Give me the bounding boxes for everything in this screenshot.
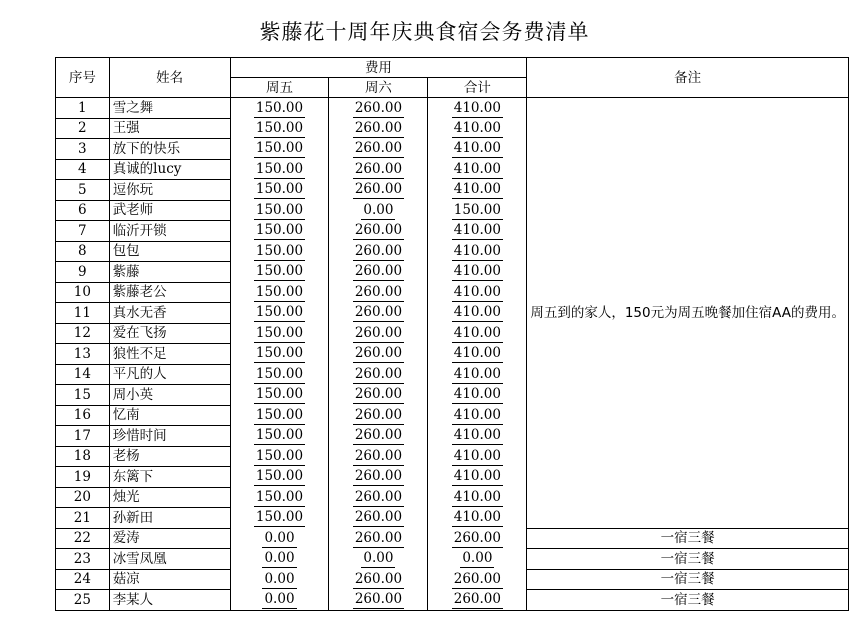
row-total-fee-value: 410.00 bbox=[453, 447, 501, 464]
row-sat-fee-value: 260.00 bbox=[354, 222, 403, 239]
row-name: 包包 bbox=[109, 241, 230, 262]
row-note: 一宿三餐 bbox=[527, 590, 849, 611]
row-fri-fee bbox=[230, 200, 329, 221]
row-total-fee-value: 260.00 bbox=[453, 570, 501, 587]
table-row bbox=[56, 98, 849, 119]
row-number: 3 bbox=[56, 139, 110, 160]
row-fri-fee-value: 150.00 bbox=[255, 324, 304, 341]
row-sat-fee-value: 260.00 bbox=[354, 365, 403, 382]
header-fee: 费用 bbox=[230, 58, 527, 78]
row-total-fee-value: 410.00 bbox=[453, 427, 501, 444]
row-fri-fee bbox=[230, 364, 329, 385]
row-total-fee bbox=[428, 549, 527, 570]
row-total-fee bbox=[428, 467, 527, 488]
row-total-fee bbox=[428, 426, 527, 447]
row-fri-fee bbox=[230, 180, 329, 201]
row-sat-fee bbox=[329, 549, 428, 570]
row-sat-fee bbox=[329, 282, 428, 303]
row-number: 23 bbox=[56, 549, 110, 570]
row-number: 13 bbox=[56, 344, 110, 365]
row-fri-fee bbox=[230, 590, 329, 611]
row-sat-fee-value: 260.00 bbox=[354, 406, 403, 423]
row-sat-fee bbox=[329, 344, 428, 365]
row-name: 烛光 bbox=[109, 487, 230, 508]
row-total-fee bbox=[428, 200, 527, 221]
header-fri: 周五 bbox=[230, 78, 329, 98]
row-fri-fee-value: 150.00 bbox=[255, 242, 304, 259]
row-sat-fee-value: 260.00 bbox=[354, 160, 403, 177]
row-fri-fee bbox=[230, 282, 329, 303]
row-sat-fee bbox=[329, 98, 428, 119]
row-total-fee bbox=[428, 118, 527, 139]
row-total-fee-value: 260.00 bbox=[453, 529, 501, 546]
row-total-fee-value: 0.00 bbox=[462, 550, 493, 567]
row-total-fee-value: 260.00 bbox=[453, 591, 501, 607]
row-fri-fee-value: 150.00 bbox=[255, 160, 304, 177]
row-sat-fee-value: 260.00 bbox=[354, 591, 403, 607]
row-sat-fee bbox=[329, 180, 428, 201]
row-total-fee bbox=[428, 241, 527, 262]
row-name: 平凡的人 bbox=[109, 364, 230, 385]
row-total-fee-value: 410.00 bbox=[453, 99, 501, 116]
row-name: 王强 bbox=[109, 118, 230, 139]
row-total-fee bbox=[428, 528, 527, 549]
row-fri-fee bbox=[230, 159, 329, 180]
row-name: 孙新田 bbox=[109, 508, 230, 529]
row-fri-fee bbox=[230, 487, 329, 508]
header-sat: 周六 bbox=[329, 78, 428, 98]
row-fri-fee-value: 150.00 bbox=[255, 181, 304, 198]
table-body bbox=[56, 98, 849, 611]
row-name: 紫藤老公 bbox=[109, 282, 230, 303]
row-total-fee bbox=[428, 282, 527, 303]
row-fri-fee-value: 150.00 bbox=[255, 488, 304, 505]
row-fri-fee-value: 150.00 bbox=[255, 406, 304, 423]
row-number: 7 bbox=[56, 221, 110, 242]
row-sat-fee-value: 260.00 bbox=[354, 181, 403, 198]
row-number: 18 bbox=[56, 446, 110, 467]
row-fri-fee-value: 0.00 bbox=[264, 529, 295, 546]
row-total-fee-value: 410.00 bbox=[453, 263, 501, 280]
row-sat-fee-value: 260.00 bbox=[354, 570, 403, 587]
row-total-fee-value: 410.00 bbox=[453, 468, 501, 485]
row-fri-fee-value: 150.00 bbox=[255, 365, 304, 382]
row-total-fee bbox=[428, 446, 527, 467]
row-sat-fee bbox=[329, 159, 428, 180]
row-name: 临沂开锁 bbox=[109, 221, 230, 242]
row-sat-fee-value: 260.00 bbox=[354, 427, 403, 444]
row-fri-fee bbox=[230, 385, 329, 406]
row-number: 15 bbox=[56, 385, 110, 406]
row-number: 12 bbox=[56, 323, 110, 344]
row-fri-fee-value: 150.00 bbox=[255, 468, 304, 485]
row-sat-fee-value: 260.00 bbox=[354, 304, 403, 321]
row-number: 9 bbox=[56, 262, 110, 283]
row-fri-fee bbox=[230, 549, 329, 570]
table-row bbox=[56, 569, 849, 590]
row-fri-fee-value: 0.00 bbox=[264, 591, 295, 607]
row-total-fee bbox=[428, 508, 527, 529]
row-sat-fee-value: 260.00 bbox=[354, 140, 403, 157]
row-fri-fee bbox=[230, 303, 329, 324]
row-total-fee bbox=[428, 159, 527, 180]
row-fri-fee-value: 150.00 bbox=[255, 222, 304, 239]
row-sat-fee bbox=[329, 221, 428, 242]
row-total-fee bbox=[428, 487, 527, 508]
row-number: 4 bbox=[56, 159, 110, 180]
row-sat-fee bbox=[329, 467, 428, 488]
row-fri-fee bbox=[230, 323, 329, 344]
row-fri-fee bbox=[230, 118, 329, 139]
row-sat-fee bbox=[329, 405, 428, 426]
row-total-fee-value: 410.00 bbox=[453, 406, 501, 423]
row-name: 放下的快乐 bbox=[109, 139, 230, 160]
row-number: 11 bbox=[56, 303, 110, 324]
row-fri-fee bbox=[230, 426, 329, 447]
row-total-fee bbox=[428, 323, 527, 344]
row-sat-fee-value: 260.00 bbox=[354, 119, 403, 136]
row-sat-fee-value: 0.00 bbox=[363, 201, 394, 218]
row-total-fee bbox=[428, 139, 527, 160]
row-fri-fee bbox=[230, 467, 329, 488]
header-note: 备注 bbox=[527, 58, 849, 98]
row-name: 真诚的lucy bbox=[109, 159, 230, 180]
row-number: 21 bbox=[56, 508, 110, 529]
row-fri-fee bbox=[230, 446, 329, 467]
row-total-fee-value: 410.00 bbox=[453, 119, 501, 136]
row-sat-fee bbox=[329, 323, 428, 344]
merged-note: 周五到的家人，150元为周五晚餐加住宿AA的费用。 bbox=[527, 98, 849, 529]
row-sat-fee-value: 260.00 bbox=[354, 263, 403, 280]
row-sat-fee bbox=[329, 426, 428, 447]
row-total-fee-value: 410.00 bbox=[453, 181, 501, 198]
row-total-fee bbox=[428, 221, 527, 242]
row-total-fee bbox=[428, 569, 527, 590]
row-fri-fee bbox=[230, 344, 329, 365]
row-sat-fee-value: 260.00 bbox=[354, 324, 403, 341]
row-total-fee-value: 150.00 bbox=[453, 201, 501, 218]
row-fri-fee-value: 150.00 bbox=[255, 263, 304, 280]
header-name: 姓名 bbox=[109, 58, 230, 98]
row-sat-fee-value: 260.00 bbox=[354, 468, 403, 485]
row-fri-fee bbox=[230, 405, 329, 426]
row-name: 忆南 bbox=[109, 405, 230, 426]
row-total-fee bbox=[428, 303, 527, 324]
row-fri-fee bbox=[230, 98, 329, 119]
row-number: 1 bbox=[56, 98, 110, 119]
row-name: 珍惜时间 bbox=[109, 426, 230, 447]
row-sat-fee-value: 260.00 bbox=[354, 283, 403, 300]
table-row bbox=[56, 590, 849, 611]
row-fri-fee-value: 150.00 bbox=[255, 201, 304, 218]
row-name: 武老师 bbox=[109, 200, 230, 221]
row-total-fee bbox=[428, 590, 527, 611]
row-sat-fee-value: 260.00 bbox=[354, 509, 403, 526]
table-row bbox=[56, 549, 849, 570]
row-name: 菇凉 bbox=[109, 569, 230, 590]
row-sat-fee bbox=[329, 364, 428, 385]
row-name: 爱涛 bbox=[109, 528, 230, 549]
row-number: 24 bbox=[56, 569, 110, 590]
row-number: 17 bbox=[56, 426, 110, 447]
row-fri-fee-value: 150.00 bbox=[255, 427, 304, 444]
row-name: 真水无香 bbox=[109, 303, 230, 324]
row-fri-fee-value: 150.00 bbox=[255, 509, 304, 526]
row-sat-fee-value: 260.00 bbox=[354, 488, 403, 505]
row-fri-fee bbox=[230, 569, 329, 590]
row-total-fee-value: 410.00 bbox=[453, 365, 501, 382]
row-number: 2 bbox=[56, 118, 110, 139]
row-total-fee-value: 410.00 bbox=[453, 509, 501, 526]
row-name: 雪之舞 bbox=[109, 98, 230, 119]
row-total-fee bbox=[428, 262, 527, 283]
row-sat-fee-value: 0.00 bbox=[363, 550, 394, 567]
row-total-fee-value: 410.00 bbox=[453, 386, 501, 403]
row-number: 19 bbox=[56, 467, 110, 488]
row-sat-fee bbox=[329, 590, 428, 611]
row-number: 14 bbox=[56, 364, 110, 385]
row-sat-fee bbox=[329, 118, 428, 139]
row-sat-fee bbox=[329, 569, 428, 590]
row-sat-fee bbox=[329, 139, 428, 160]
row-fri-fee bbox=[230, 241, 329, 262]
row-note: 一宿三餐 bbox=[527, 549, 849, 570]
row-name: 爱在飞扬 bbox=[109, 323, 230, 344]
row-fri-fee-value: 150.00 bbox=[255, 386, 304, 403]
row-number: 8 bbox=[56, 241, 110, 262]
row-total-fee-value: 410.00 bbox=[453, 160, 501, 177]
row-fri-fee bbox=[230, 528, 329, 549]
header-no: 序号 bbox=[56, 58, 110, 98]
row-name: 狼性不足 bbox=[109, 344, 230, 365]
row-fri-fee-value: 150.00 bbox=[255, 345, 304, 362]
row-name: 东篱下 bbox=[109, 467, 230, 488]
row-total-fee-value: 410.00 bbox=[453, 304, 501, 321]
row-total-fee-value: 410.00 bbox=[453, 140, 501, 157]
row-fri-fee-value: 150.00 bbox=[255, 447, 304, 464]
row-fri-fee-value: 0.00 bbox=[264, 570, 295, 587]
row-total-fee-value: 410.00 bbox=[453, 324, 501, 341]
row-total-fee bbox=[428, 180, 527, 201]
row-name: 冰雪凤凰 bbox=[109, 549, 230, 570]
row-number: 22 bbox=[56, 528, 110, 549]
row-name: 李某人 bbox=[109, 590, 230, 611]
row-fri-fee bbox=[230, 262, 329, 283]
row-fri-fee-value: 150.00 bbox=[255, 99, 304, 116]
row-name: 老杨 bbox=[109, 446, 230, 467]
row-fri-fee bbox=[230, 508, 329, 529]
fee-table bbox=[55, 57, 849, 611]
row-name: 紫藤 bbox=[109, 262, 230, 283]
row-sat-fee bbox=[329, 508, 428, 529]
row-sat-fee-value: 260.00 bbox=[354, 529, 403, 546]
row-name: 逗你玩 bbox=[109, 180, 230, 201]
header-total: 合计 bbox=[428, 78, 527, 98]
row-total-fee bbox=[428, 344, 527, 365]
row-total-fee-value: 410.00 bbox=[453, 345, 501, 362]
row-sat-fee-value: 260.00 bbox=[354, 242, 403, 259]
row-sat-fee bbox=[329, 385, 428, 406]
row-sat-fee bbox=[329, 528, 428, 549]
row-sat-fee-value: 260.00 bbox=[354, 99, 403, 116]
row-total-fee-value: 410.00 bbox=[453, 488, 501, 505]
page-title: 紫藤花十周年庆典食宿会务费清单 bbox=[259, 20, 590, 44]
row-number: 5 bbox=[56, 180, 110, 201]
row-fri-fee bbox=[230, 139, 329, 160]
row-total-fee-value: 410.00 bbox=[453, 283, 501, 300]
row-total-fee bbox=[428, 364, 527, 385]
table-row bbox=[56, 528, 849, 549]
row-fri-fee-value: 150.00 bbox=[255, 283, 304, 300]
row-total-fee bbox=[428, 98, 527, 119]
row-number: 20 bbox=[56, 487, 110, 508]
row-fri-fee bbox=[230, 221, 329, 242]
row-number: 6 bbox=[56, 200, 110, 221]
row-number: 16 bbox=[56, 405, 110, 426]
row-total-fee bbox=[428, 405, 527, 426]
row-sat-fee-value: 260.00 bbox=[354, 447, 403, 464]
row-note: 一宿三餐 bbox=[527, 569, 849, 590]
row-total-fee-value: 410.00 bbox=[453, 222, 501, 239]
row-sat-fee bbox=[329, 487, 428, 508]
row-sat-fee-value: 260.00 bbox=[354, 386, 403, 403]
row-number: 10 bbox=[56, 282, 110, 303]
row-sat-fee bbox=[329, 303, 428, 324]
row-sat-fee bbox=[329, 446, 428, 467]
row-fri-fee-value: 150.00 bbox=[255, 140, 304, 157]
row-sat-fee-value: 260.00 bbox=[354, 345, 403, 362]
row-fri-fee-value: 150.00 bbox=[255, 119, 304, 136]
row-name: 周小英 bbox=[109, 385, 230, 406]
row-sat-fee bbox=[329, 241, 428, 262]
row-fri-fee-value: 150.00 bbox=[255, 304, 304, 321]
row-sat-fee bbox=[329, 200, 428, 221]
row-note: 一宿三餐 bbox=[527, 528, 849, 549]
row-total-fee bbox=[428, 385, 527, 406]
row-number: 25 bbox=[56, 590, 110, 611]
row-fri-fee-value: 0.00 bbox=[264, 550, 295, 567]
row-sat-fee bbox=[329, 262, 428, 283]
row-total-fee-value: 410.00 bbox=[453, 242, 501, 259]
